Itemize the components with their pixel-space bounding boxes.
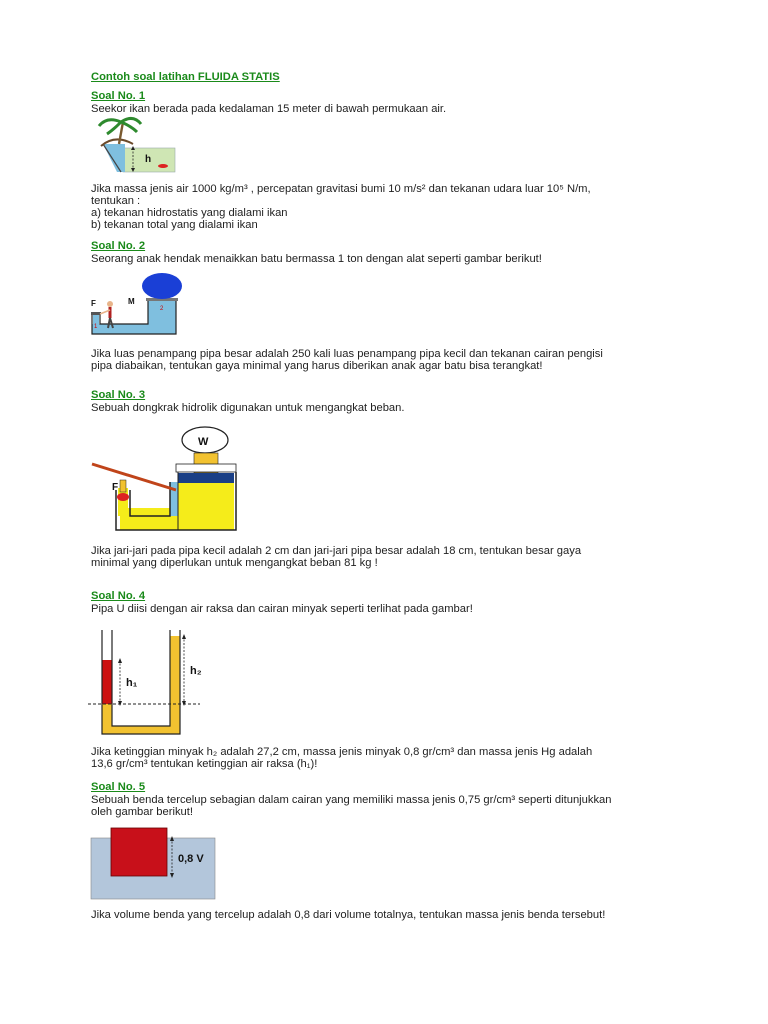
- problem-4-heading: Soal No. 4: [91, 590, 146, 602]
- problem-1-body-line-3: a) tekanan hidrostatis yang dialami ikan: [91, 207, 288, 219]
- problem-2-label-m: M: [128, 297, 135, 306]
- problem-5-heading: Soal No. 5: [91, 781, 146, 793]
- problem-2-label-2: 2: [160, 306, 164, 312]
- problem-3-body-line-2: minimal yang diperlukan untuk mengangkat beban 81 kg !: [91, 557, 378, 569]
- problem-5-intro-line-1: Sebuah benda tercelup sebagian dalam cairan yang memiliki massa jenis 0,75 gr/cm³ seperti ditunjukkan: [91, 794, 612, 806]
- problem-1-body-line-4: b) tekanan total yang dialami ikan: [91, 219, 258, 231]
- problem-3-label-f: F: [112, 482, 119, 493]
- problem-2-body-line-2: pipa diabaikan, tentukan gaya minimal yang harus diberikan anak agar batu bisa terangkat!: [91, 360, 543, 372]
- problem-1-body-line-1: Jika massa jenis air 1000 kg/m³ , percepatan gravitasi bumi 10 m/s² dan tekanan udara luar 10⁵ N/m,: [91, 183, 591, 195]
- problem-2-body-line-1: Jika luas penampang pipa besar adalah 250 kali luas penampang pipa kecil dan tekanan cairan pengisi: [91, 348, 603, 360]
- problem-2-label-f: F: [91, 299, 96, 308]
- document-title: Contoh soal latihan FLUIDA STATIS: [91, 71, 280, 83]
- problem-4-body-line-2: 13,6 gr/cm³ tentukan ketinggian air raksa (h₁)!: [91, 758, 318, 770]
- problem-5-figure-label: 0,8 V: [178, 853, 204, 865]
- problem-3-intro: Sebuah dongkrak hidrolik digunakan untuk mengangkat beban.: [91, 402, 405, 414]
- problem-4-figure-u-tube: [88, 628, 218, 738]
- problem-1-intro: Seekor ikan berada pada kedalaman 15 meter di bawah permukaan air.: [91, 103, 447, 115]
- problem-2-heading: Soal No. 2: [91, 240, 146, 252]
- problem-3-body-line-1: Jika jari-jari pada pipa kecil adalah 2 cm dan jari-jari pipa besar adalah 18 cm, tentukan besar gaya: [91, 545, 582, 557]
- problem-1-figure-fish-in-water: [93, 116, 177, 174]
- problem-5-figure-floating-block: [90, 826, 216, 900]
- problem-4-label-h2: h₂: [190, 665, 202, 677]
- problem-2-figure-hydraulic-lift: [88, 272, 184, 336]
- problem-2-intro: Seorang anak hendak menaikkan batu bermassa 1 ton dengan alat seperti gambar berikut!: [91, 253, 542, 265]
- problem-1-heading: Soal No. 1: [91, 90, 146, 102]
- problem-4-body-line-1: Jika ketinggian minyak h₂ adalah 27,2 cm, massa jenis minyak 0,8 gr/cm³ dan massa jenis Hg adalah: [91, 746, 593, 758]
- problem-1-figure-label: h: [145, 154, 152, 165]
- problem-5-body-line-1: Jika volume benda yang tercelup adalah 0,8 dari volume totalnya, tentukan massa jenis benda tersebut!: [91, 909, 606, 921]
- problem-4-intro: Pipa U diisi dengan air raksa dan cairan minyak seperti terlihat pada gambar!: [91, 603, 473, 615]
- problem-3-label-w: W: [198, 436, 209, 448]
- problem-4-label-h1: h₁: [126, 677, 138, 689]
- problem-3-figure-hydraulic-jack: [90, 424, 240, 534]
- problem-5-intro-line-2: oleh gambar berikut!: [91, 806, 193, 818]
- problem-3-heading: Soal No. 3: [91, 389, 146, 401]
- problem-1-body-line-2: tentukan :: [91, 195, 141, 207]
- problem-2-label-1: 1: [94, 324, 98, 330]
